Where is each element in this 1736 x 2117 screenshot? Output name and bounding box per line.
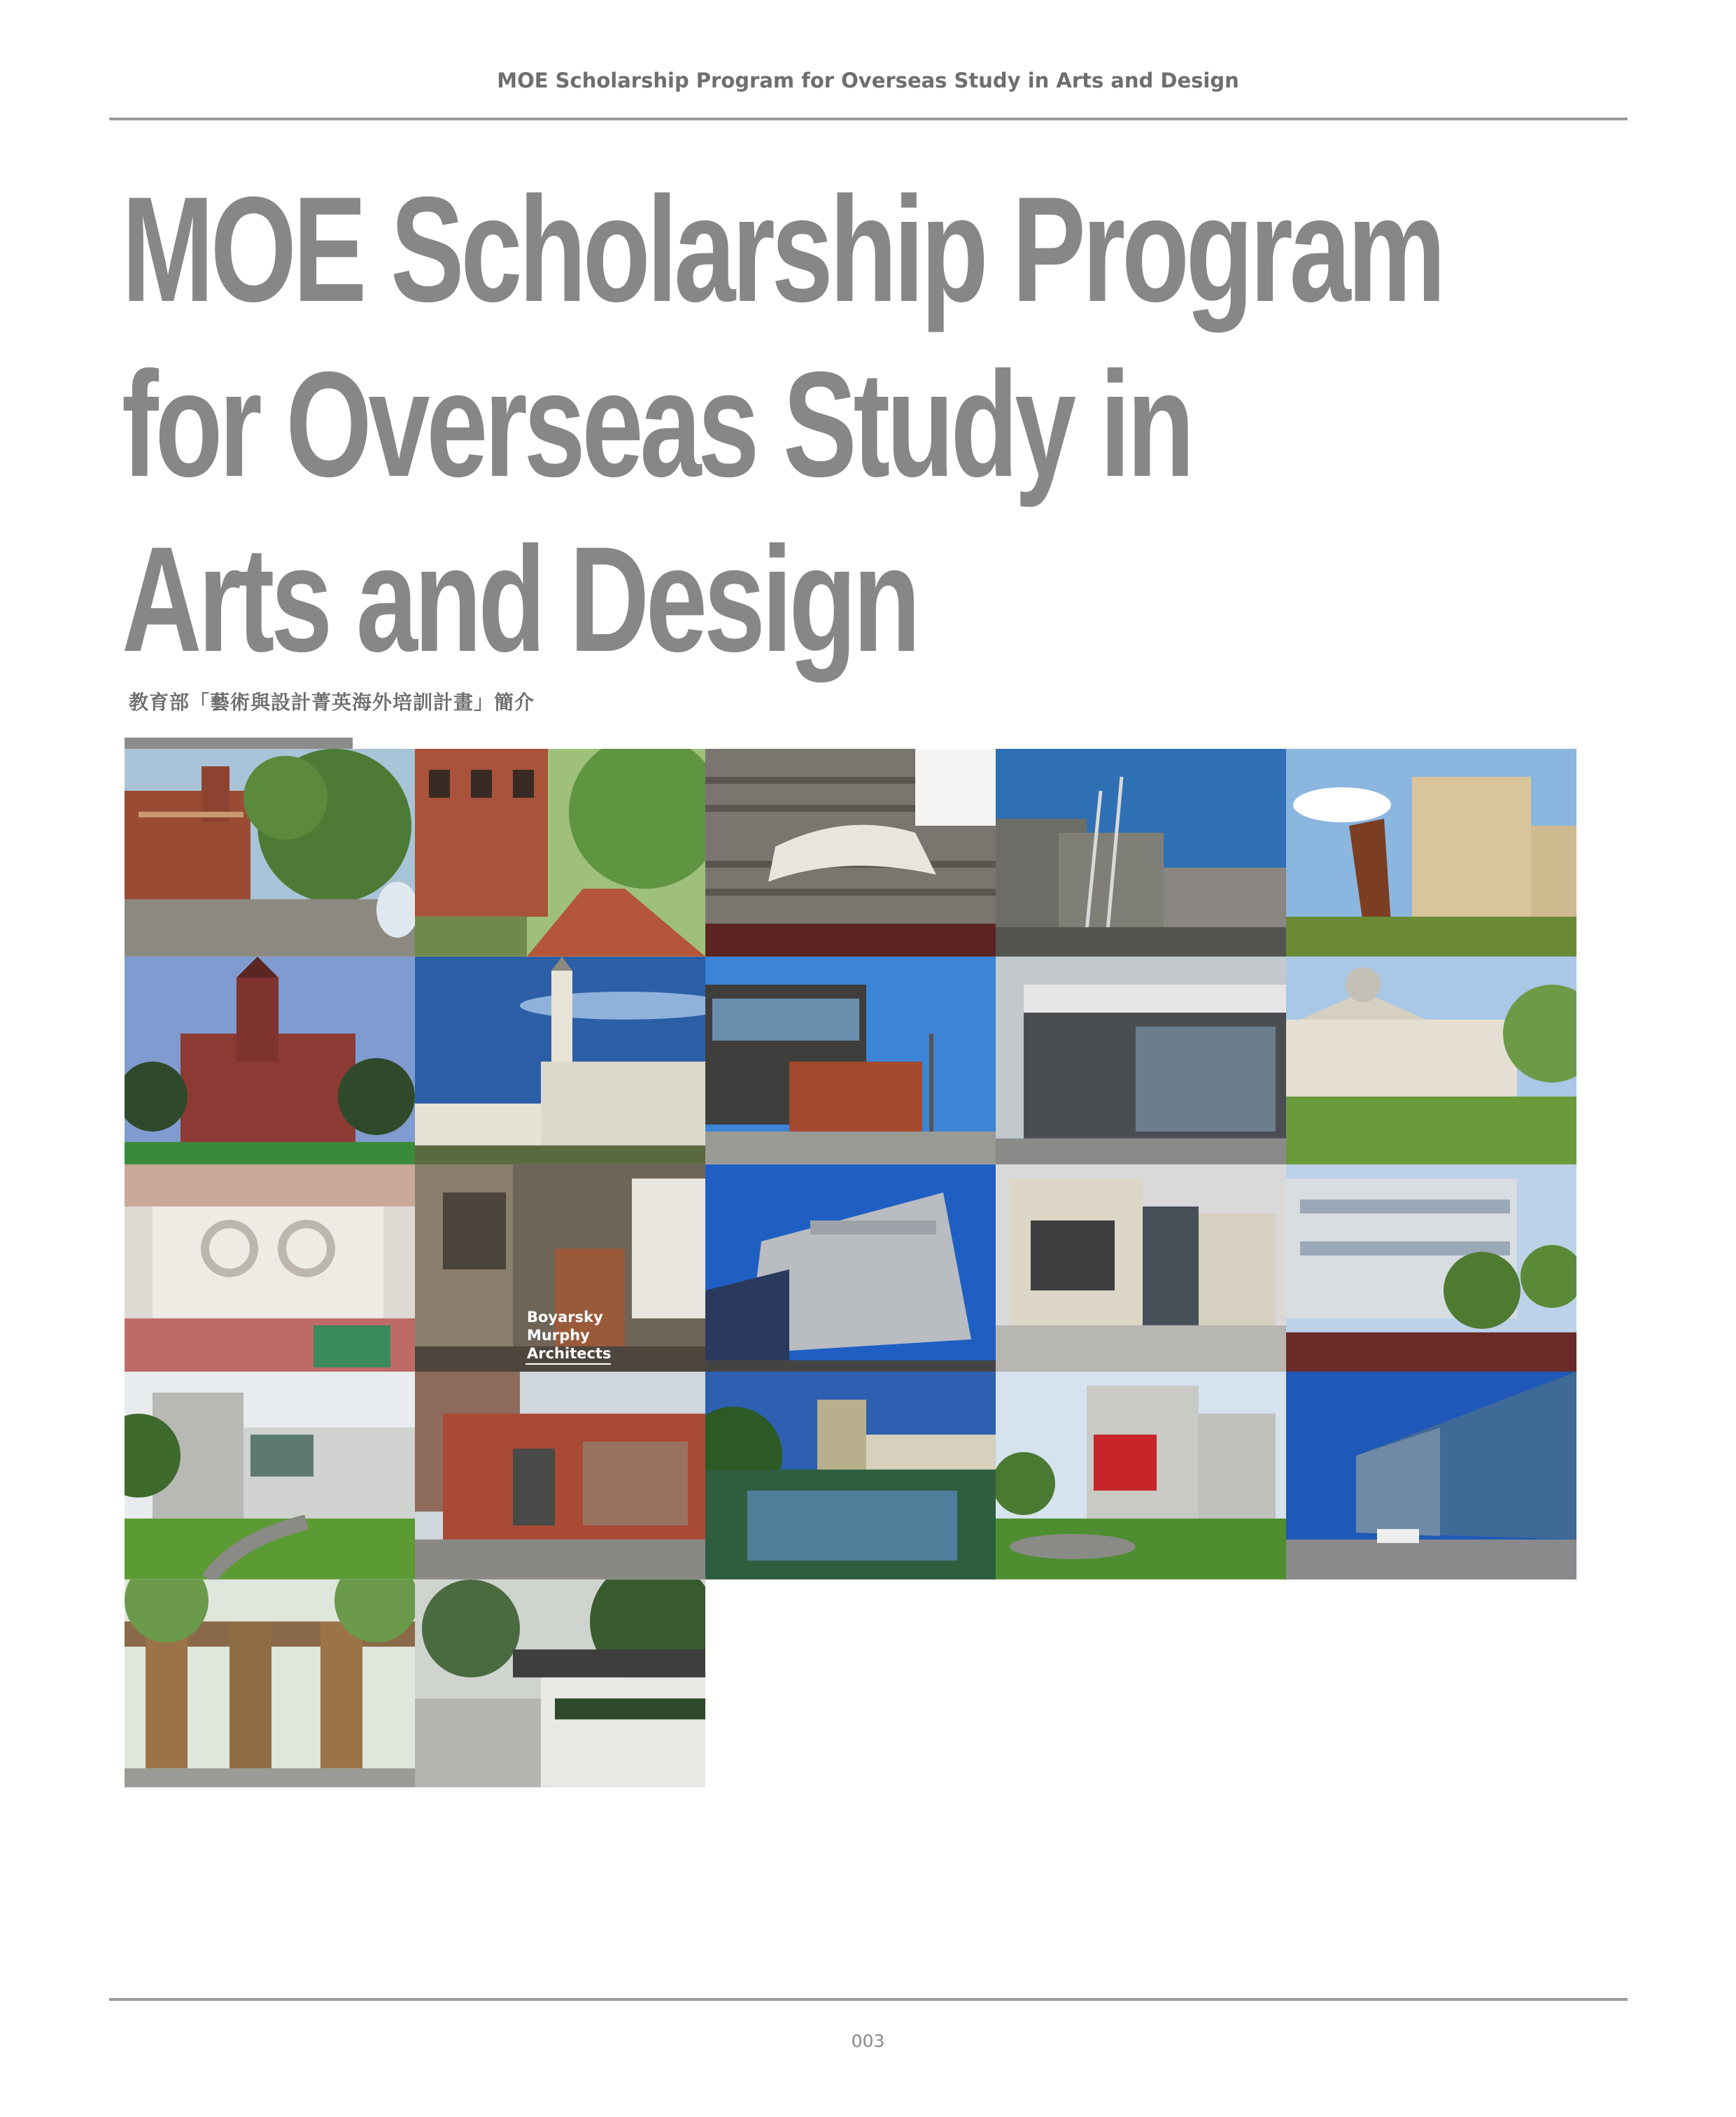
caption-underline xyxy=(525,1363,611,1365)
campus-photo xyxy=(705,749,996,957)
campus-photo xyxy=(1286,749,1576,957)
campus-photo xyxy=(415,957,705,1165)
campus-photo xyxy=(415,1580,705,1787)
campus-photo xyxy=(705,1165,996,1372)
photo-grid xyxy=(125,749,1576,1787)
campus-photo xyxy=(996,1372,1286,1580)
campus-photo xyxy=(1286,957,1576,1165)
campus-photo xyxy=(1286,1165,1576,1372)
running-header: MOE Scholarship Program for Overseas Study in Arts and Design xyxy=(497,69,1239,92)
photo-caption: Boyarsky Murphy Architects xyxy=(527,1308,612,1362)
campus-photo xyxy=(996,749,1286,957)
page-title xyxy=(122,162,1442,687)
title-line: for Overseas Study in xyxy=(122,341,1192,508)
page-number: 003 xyxy=(851,2031,885,2051)
campus-photo xyxy=(125,1372,415,1580)
studio-photo xyxy=(125,1165,415,1372)
header-rule xyxy=(109,118,1628,120)
title-line: Arts and Design xyxy=(122,516,917,683)
campus-photo xyxy=(705,957,996,1165)
campus-photo xyxy=(996,957,1286,1165)
campus-photo xyxy=(125,957,415,1165)
chinese-subtitle: 教育部「藝術與設計菁英海外培訓計畫」簡介 xyxy=(129,691,535,714)
campus-photo xyxy=(415,1372,705,1580)
campus-photo xyxy=(415,749,705,957)
title-line: MOE Scholarship Program xyxy=(122,166,1443,333)
campus-photo xyxy=(125,1580,415,1787)
campus-photo xyxy=(705,1372,996,1580)
footer-rule xyxy=(109,1998,1628,2001)
campus-photo xyxy=(996,1165,1286,1372)
studio-photo xyxy=(415,1165,705,1372)
campus-photo xyxy=(1286,1372,1576,1580)
campus-photo xyxy=(125,749,415,957)
